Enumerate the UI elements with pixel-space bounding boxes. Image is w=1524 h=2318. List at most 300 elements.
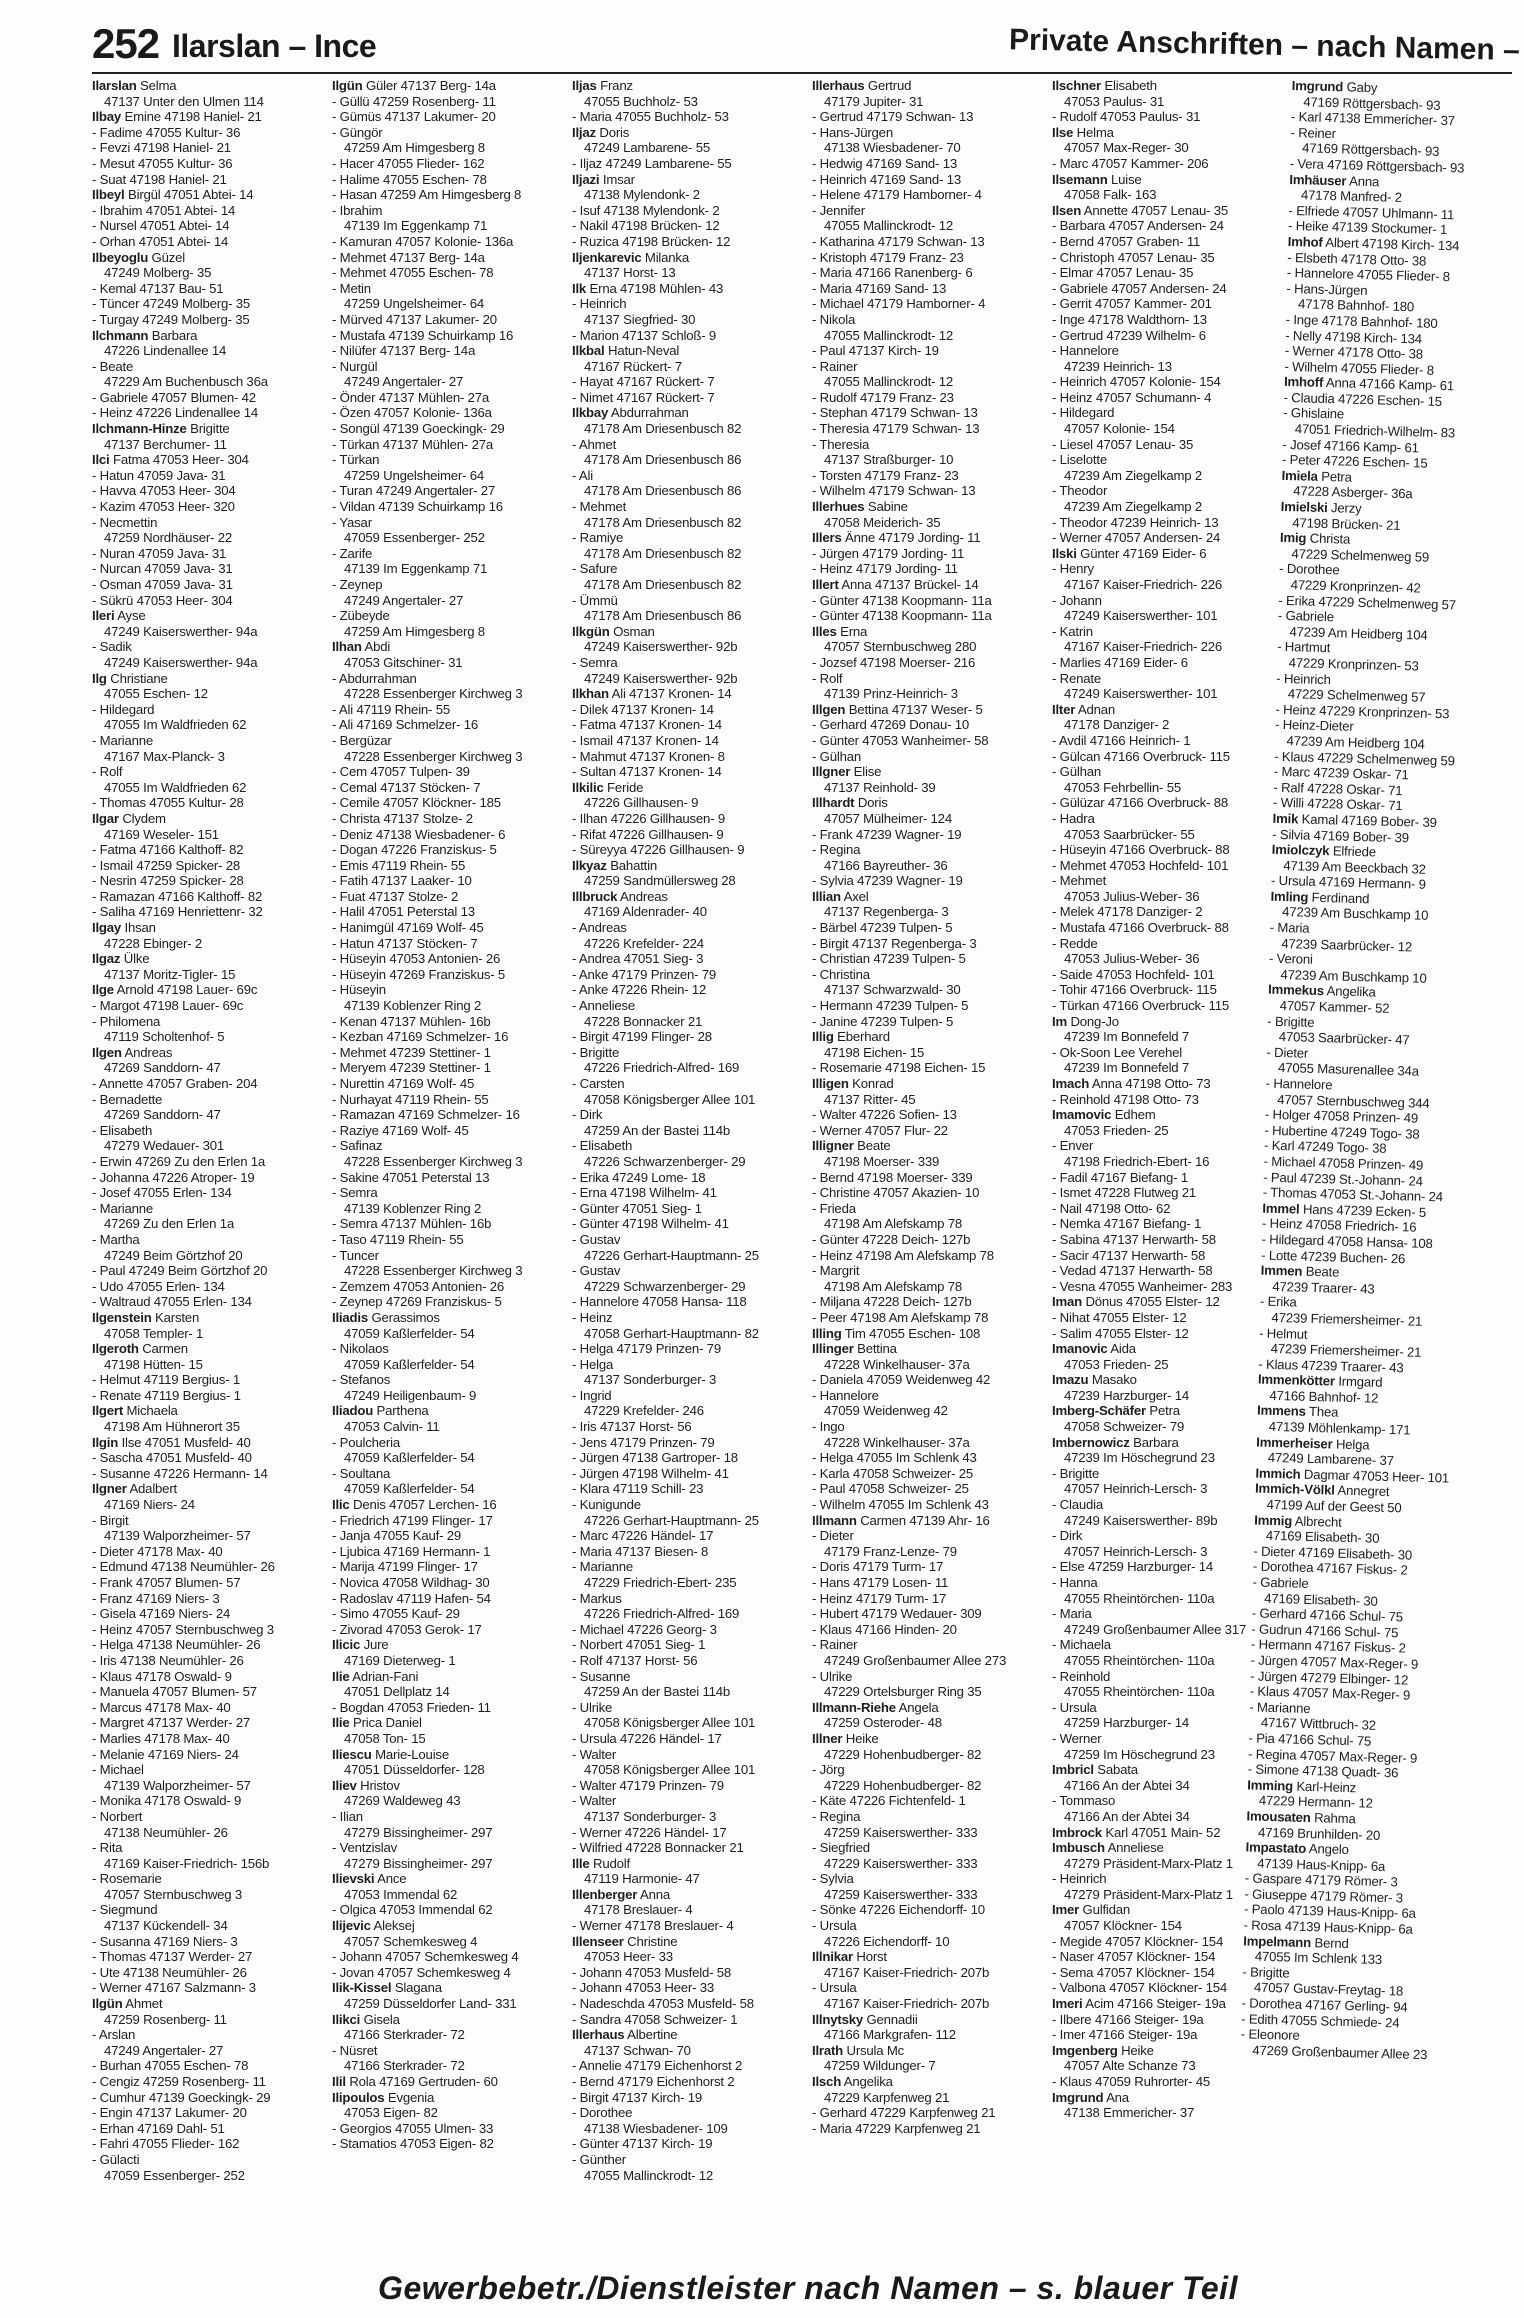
- surname: Iliev: [332, 1777, 357, 1793]
- listing-entry: - Walter 47179 Prinzen- 79: [572, 1777, 724, 1793]
- listing-entry: - Ulrike: [812, 1668, 853, 1684]
- listing-entry: - Turgay 47249 Molberg- 35: [92, 311, 250, 327]
- listing-entry: Iman Dönus 47055 Elster- 12: [1052, 1294, 1220, 1310]
- listing-entry: 47198 Eichen- 15: [824, 1044, 925, 1060]
- listing-entry: - Avdil 47166 Heinrich- 1: [1052, 732, 1191, 748]
- listing-entry: Imberg-Schäfer Petra: [1052, 1403, 1180, 1419]
- listing-entry: - Karl 47138 Emmericher- 37: [1290, 109, 1456, 129]
- listing-entry: Ilik-Kissel Slagana: [332, 1980, 442, 1996]
- listing-entry: 47228 Asberger- 36a: [1292, 483, 1413, 502]
- listing-entry: 47239 Friemersheimer- 21: [1271, 1309, 1423, 1329]
- listing-entry: - Sylvia: [812, 1871, 854, 1887]
- listing-entry: 47166 Bayreuther- 36: [824, 857, 948, 873]
- listing-entry: - Dieter: [1266, 1044, 1309, 1061]
- listing-entry: - Hannelore: [1052, 343, 1119, 359]
- listing-entry: - Soultana: [332, 1465, 391, 1481]
- listing-entry: - Lotte 47239 Buchen- 26: [1260, 1247, 1406, 1266]
- listing-entry: - Ismail 47259 Spicker- 28: [92, 857, 240, 873]
- listing-entry: - Hannelore 47055 Flieder- 8: [1286, 265, 1451, 285]
- page-number: 252: [92, 20, 160, 67]
- listing-entry: 47119 Harmonie- 47: [584, 1871, 700, 1887]
- listing-entry: 47259 Harzburger- 14: [1064, 1715, 1190, 1731]
- listing-entry: 47179 Jupiter- 31: [824, 93, 924, 109]
- listing-entry: - Werner 47057 Andersen- 24: [1052, 530, 1221, 546]
- listing-entry: - Renate: [1052, 670, 1101, 686]
- listing-entry: 47059 Kaßlerfelder- 54: [344, 1481, 475, 1497]
- listing-entry: - Nurettin 47169 Wolf- 45: [332, 1076, 475, 1091]
- listing-entry: - Hacer 47055 Flieder- 162: [332, 155, 485, 171]
- listing-entry: - Josef 47166 Kamp- 61: [1282, 436, 1419, 456]
- listing-entry: - Waltraud 47055 Erlen- 134: [92, 1294, 252, 1310]
- listing-entry: - Hanimgül 47169 Wolf- 45: [332, 920, 484, 936]
- listing-entry: - Mürved 47137 Lakumer- 20: [332, 311, 497, 327]
- listing-entry: - Dirk: [572, 1107, 603, 1123]
- listing-entry: 47137 Horst- 13: [584, 265, 676, 281]
- listing-entry: - Poulcheria: [332, 1434, 400, 1450]
- listing-entry: Ilgner Adalbert: [92, 1481, 177, 1497]
- listing-entry: - Nurgül: [332, 358, 378, 374]
- listing-entry: Illgen Bettina 47137 Weser- 5: [812, 701, 983, 717]
- listing-entry: - Thomas 47053 St.-Johann- 24: [1262, 1184, 1444, 1205]
- listing-entry: - Hannelore: [1265, 1075, 1333, 1093]
- listing-entry: - Kunigunde: [572, 1497, 641, 1513]
- listing-entry: 47259 An der Bastei 114b: [584, 1122, 730, 1138]
- listing-entry: - Sultan 47137 Kronen- 14: [572, 764, 722, 780]
- listing-entry: - Michael: [92, 1762, 144, 1778]
- surname: Imgrund: [1052, 2089, 1104, 2105]
- listing-entry: 47169 Niers- 24: [104, 1497, 195, 1513]
- listing-entry: - Heinrich: [572, 296, 627, 312]
- listing-entry: - Gülhan: [1052, 764, 1101, 780]
- listing-entry: 47057 Kolonie- 154: [1064, 421, 1175, 437]
- listing-entry: 47169 Elisabeth- 30: [1264, 1590, 1378, 1609]
- listing-entry: - Ilbere 47166 Steiger- 19a: [1052, 2011, 1204, 2027]
- listing-entry: - Stefanos: [332, 1372, 391, 1388]
- listing-entry: Ilk Erna 47198 Mühlen- 43: [572, 280, 724, 296]
- column-2: [332, 78, 564, 2258]
- listing-entry: Ilkhan Ali 47137 Kronen- 14: [572, 686, 732, 702]
- listing-entry: - Christa 47137 Stolze- 2: [332, 810, 473, 826]
- listing-entry: - Inge 47178 Waldthorn- 13: [1052, 311, 1207, 327]
- listing-entry: - Erika: [1259, 1293, 1297, 1310]
- listing-entry: - Gülhan: [812, 748, 861, 764]
- listing-entry: - Semra: [572, 654, 618, 670]
- listing-entry: - Claudia: [1052, 1497, 1103, 1513]
- listing-entry: - Helga 47179 Prinzen- 79: [572, 1341, 721, 1357]
- listing-entry: - Gustav: [572, 1263, 621, 1279]
- listing-entry: Illmann-Riehe Angela: [812, 1699, 939, 1715]
- listing-entry: - Regina 47057 Max-Reger- 9: [1247, 1745, 1418, 1766]
- surname: Ilkhan: [572, 686, 609, 702]
- surname: Ilchmann-Hinze: [92, 421, 187, 437]
- listing-entry: - Frank 47239 Wagner- 19: [812, 826, 962, 842]
- listing-entry: 47139 Koblenzer Ring 2: [344, 998, 482, 1014]
- listing-entry: - Jürgen 47057 Max-Reger- 9: [1250, 1652, 1419, 1672]
- listing-entry: 47239 Im Bonnefeld 7: [1064, 1029, 1190, 1045]
- listing-entry: Ilci Fatma 47053 Heer- 304: [92, 452, 249, 468]
- listing-entry: - Klaus 47239 Traarer- 43: [1258, 1356, 1404, 1376]
- surname: Imhoff: [1283, 374, 1324, 391]
- listing-entry: - Özen 47057 Kolonie- 136a: [332, 405, 492, 421]
- listing-entry: - Iris 47138 Neumühler- 26: [92, 1652, 244, 1668]
- listing-entry: 47167 Kaiser-Friedrich- 226: [1064, 639, 1223, 655]
- surname: Ilgin: [92, 1434, 119, 1450]
- listing-entry: Imik Kamal 47169 Bober- 39: [1272, 810, 1437, 830]
- surname: Illner: [812, 1730, 843, 1746]
- listing-entry: Illigner Beate: [812, 1138, 891, 1154]
- listing-entry: - Nakil 47198 Brücken- 12: [572, 218, 720, 234]
- listing-entry: 47249 Lambarene- 37: [1267, 1450, 1395, 1469]
- listing-entry: 47178 Am Driesenbusch 86: [584, 483, 742, 499]
- listing-entry: 47058 Falk- 163: [1064, 187, 1157, 203]
- listing-entry: 47228 Essenberger Kirchweg 3: [344, 748, 523, 764]
- surname: Illnikar: [812, 1949, 853, 1965]
- listing-entry: 47229 Am Buchenbusch 36a: [104, 374, 268, 390]
- listing-entry: Iljazi Imsar: [572, 171, 635, 187]
- listing-entry: - Sakine 47051 Peterstal 13: [332, 1169, 490, 1185]
- listing-entry: - Türkan 47137 Mühlen- 27a: [332, 436, 493, 452]
- listing-entry: Ilkilic Feride: [572, 779, 644, 795]
- listing-entry: - Michaela: [1052, 1637, 1111, 1653]
- listing-entry: - Hatun 47059 Java- 31: [92, 467, 226, 483]
- listing-entry: 47139 Koblenzer Ring 2: [344, 1200, 482, 1216]
- surname: Ilil: [332, 2074, 346, 2089]
- surname: Illerhaus: [572, 2027, 625, 2043]
- listing-entry: - Fuat 47137 Stolze- 2: [332, 888, 459, 904]
- listing-entry: - Raziye 47169 Wolf- 45: [332, 1122, 469, 1138]
- listing-entry: - Ursula: [812, 1980, 857, 1996]
- listing-entry: - Gabriele: [1277, 608, 1335, 625]
- listing-entry: - Marc 47057 Kammer- 206: [1052, 155, 1209, 171]
- listing-entry: - Türkan: [332, 452, 380, 468]
- listing-entry: Ilipoulos Evgenia: [332, 2089, 435, 2105]
- listing-entry: - Walter: [572, 1793, 617, 1809]
- surname: Illmann: [812, 1512, 857, 1528]
- listing-entry: - Tuncer: [332, 1247, 379, 1263]
- surname: Ilrath: [812, 2042, 844, 2058]
- listing-entry: - Stamatios 47053 Eigen- 82: [332, 2136, 494, 2152]
- listing-entry: - Kristoph 47179 Franz- 23: [812, 249, 964, 265]
- listing-entry: - Martha: [92, 1231, 140, 1247]
- listing-entry: Ilgeroth Carmen: [92, 1341, 188, 1357]
- listing-entry: 47178 Bahnhof- 180: [1297, 296, 1415, 315]
- listing-entry: - Nurcan 47059 Java- 31: [92, 561, 233, 577]
- listing-entry: - Havva 47053 Heer- 304: [92, 483, 236, 499]
- listing-entry: - Melanie 47169 Niers- 24: [92, 1746, 239, 1762]
- listing-entry: Ilkyaz Bahattin: [572, 857, 657, 873]
- listing-entry: - Iris 47137 Horst- 56: [572, 1419, 692, 1435]
- listing-entry: - Nuran 47059 Java- 31: [92, 545, 227, 561]
- listing-entry: - Nurhayat 47119 Rhein- 55: [332, 1091, 489, 1107]
- listing-entry: - Wilfried 47228 Bonnacker 21: [572, 1840, 744, 1856]
- listing-entry: Ilbay Emine 47198 Haniel- 21: [92, 109, 262, 125]
- listing-entry: 47053 Immendal 62: [344, 1886, 458, 1902]
- listing-entry: 47057 Klöckner- 154: [1064, 1918, 1182, 1934]
- listing-entry: 47226 Schwarzenberger- 29: [584, 1153, 746, 1169]
- listing-entry: - Ok-Soon Lee Verehel: [1052, 1044, 1182, 1060]
- listing-entry: - Heinz 47226 Lindenallee 14: [92, 405, 258, 421]
- listing-entry: - Birgit: [92, 1512, 129, 1528]
- listing-entry: - Markus: [572, 1590, 622, 1606]
- listing-entry: Ilsch Angelika: [812, 2074, 893, 2089]
- listing-entry: - Redde: [1052, 935, 1098, 951]
- listing-entry: 47138 Emmericher- 37: [1064, 2105, 1195, 2121]
- listing-entry: 47058 Königsberger Allee 101: [584, 1715, 756, 1731]
- listing-entry: Impelmann Bernd: [1243, 1933, 1349, 1951]
- listing-entry: - Ibrahim: [332, 202, 383, 218]
- listing-entry: - Renate 47119 Bergius- 1: [92, 1387, 241, 1403]
- listing-entry: - Saliha 47169 Henriettenr- 32: [92, 904, 263, 920]
- listing-entry: - Karl 47249 Togo- 38: [1263, 1138, 1387, 1157]
- listing-entry: - Klaus 47059 Ruhrorter- 45: [1052, 2074, 1211, 2089]
- listing-entry: 47239 Harzburger- 14: [1064, 1387, 1190, 1403]
- listing-entry: - Naser 47057 Klöckner- 154: [1052, 1949, 1216, 1965]
- listing-entry: Ilschner Elisabeth: [1052, 78, 1157, 93]
- listing-entry: 47138 Mylendonk- 2: [584, 187, 700, 203]
- surname: Imbusch: [1052, 1840, 1105, 1856]
- listing-entry: - Liselotte: [1052, 452, 1107, 468]
- listing-entry: - Marcus 47178 Max- 40: [92, 1699, 231, 1715]
- listing-entry: 47229 Schwarzenberger- 29: [584, 1278, 746, 1294]
- listing-entry: - Thomas 47137 Werder- 27: [92, 1949, 253, 1965]
- listing-entry: Iliev Hristov: [332, 1777, 400, 1793]
- listing-entry: - Marlies 47178 Max- 40: [92, 1730, 230, 1746]
- listing-entry: - Paul 47058 Schweizer- 25: [812, 1481, 969, 1497]
- listing-entry: - Gabriele 47057 Andersen- 24: [1052, 280, 1227, 296]
- listing-entry: - Dorothea 47167 Fiskus- 2: [1252, 1558, 1408, 1578]
- listing-entry: - Hayat 47167 Rückert- 7: [572, 374, 715, 390]
- listing-entry: Ilgün Güler 47137 Berg- 14a: [332, 78, 496, 93]
- listing-entry: - Walter 47226 Sofien- 13: [812, 1107, 957, 1123]
- listing-entry: - Katrin: [1052, 623, 1093, 639]
- listing-entry: - Bernadette: [92, 1091, 163, 1107]
- listing-entry: - Paolo 47139 Haus-Knipp- 6a: [1243, 1901, 1417, 1922]
- listing-entry: - Sadik: [92, 639, 132, 655]
- surname: Ilgün: [332, 78, 363, 93]
- listing-entry: 47055 Mallinckrodt- 12: [824, 327, 954, 343]
- listing-entry: 47167 Max-Planck- 3: [104, 748, 225, 764]
- surname: Ilgeroth: [92, 1341, 139, 1357]
- surname: Illenseer: [572, 1933, 624, 1949]
- listing-entry: 47178 Am Driesenbusch 86: [584, 452, 742, 468]
- listing-entry: 47259 Nordhäuser- 22: [104, 530, 232, 546]
- listing-entry: - Necmettin: [92, 514, 158, 530]
- listing-entry: - Bernd 47057 Graben- 11: [1052, 233, 1201, 249]
- listing-entry: 47055 Mallinckrodt- 12: [824, 374, 954, 390]
- listing-entry: Imbernowicz Barbara: [1052, 1434, 1179, 1450]
- listing-entry: 47228 Essenberger Kirchweg 3: [344, 1263, 523, 1279]
- listing-entry: - Hanna: [1052, 1575, 1098, 1590]
- listing-entry: - Hannelore: [812, 1387, 879, 1403]
- listing-entry: Ileri Ayse: [92, 608, 146, 624]
- listing-entry: 47239 Am Ziegelkamp 2: [1064, 467, 1203, 483]
- listing-entry: - Nilüfer 47137 Berg- 14a: [332, 343, 476, 359]
- listing-entry: - Josef 47055 Erlen- 134: [92, 1185, 232, 1201]
- listing-entry: - Käte 47226 Fichtenfeld- 1: [812, 1793, 966, 1809]
- listing-entry: - Rolf 47137 Horst- 56: [572, 1652, 698, 1668]
- listing-entry: - Safinaz: [332, 1138, 383, 1154]
- listing-entry: - Radoslav 47119 Hafen- 54: [332, 1590, 491, 1606]
- listing-entry: - Theresia: [812, 436, 870, 452]
- listing-entry: 47055 Buchholz- 53: [584, 93, 698, 109]
- surname: Ilhan: [332, 639, 362, 655]
- listing-entry: 47166 Markgrafen- 112: [824, 2027, 956, 2043]
- surname: Imiela: [1281, 467, 1318, 484]
- listing-entry: 47229 Hermann- 12: [1258, 1793, 1373, 1812]
- listing-entry: - Hildegard: [92, 701, 155, 717]
- listing-entry: 47259 Kaiserswerther- 333: [824, 1886, 978, 1902]
- listing-entry: 47058 Königsberger Allee 101: [584, 1762, 756, 1778]
- listing-entry: - Hans-Jürgen: [1286, 280, 1368, 298]
- listing-entry: - Saide 47053 Hochfeld- 101: [1052, 966, 1215, 982]
- listing-entry: - Ali 47119 Rhein- 55: [332, 701, 450, 717]
- column-4: [812, 78, 1044, 2258]
- listing-entry: - Heinz 47179 Turm- 17: [812, 1590, 947, 1606]
- listing-entry: - Reinhold 47198 Otto- 73: [1052, 1091, 1199, 1107]
- listing-entry: - Edith 47055 Schmiede- 24: [1240, 2010, 1400, 2031]
- listing-entry: - Mustafa 47139 Schuirkamp 16: [332, 327, 514, 343]
- listing-entry: - Melek 47178 Danziger- 2: [1052, 904, 1203, 920]
- listing-entry: - Liesel 47057 Lenau- 35: [1052, 436, 1194, 452]
- listing-entry: - Günter 47051 Sieg- 1: [572, 1200, 702, 1216]
- listing-entry: - Annette 47057 Graben- 204: [92, 1076, 258, 1091]
- surname: Imgrund: [1291, 78, 1344, 95]
- listing-entry: - Maria: [1052, 1606, 1092, 1622]
- listing-entry: 47178 Breslauer- 4: [584, 1902, 693, 1918]
- listing-entry: 47178 Am Driesenbusch 82: [584, 421, 742, 437]
- surname: Immen: [1260, 1262, 1303, 1279]
- listing-entry: - Janja 47055 Kauf- 29: [332, 1528, 462, 1544]
- listing-entry: - Vildan 47139 Schuirkamp 16: [332, 499, 503, 515]
- surname: Ilgen: [92, 1044, 122, 1060]
- listing-entry: - Henry: [1052, 561, 1094, 577]
- listing-entry: - Nimet 47167 Rückert- 7: [572, 389, 715, 405]
- listing-entry: - Türkan 47166 Overbruck- 115: [1052, 998, 1229, 1014]
- listing-entry: - Enver: [1052, 1138, 1094, 1154]
- listing-entry: Illenberger Anna: [572, 1886, 670, 1902]
- listing-entry: 47228 Ebinger- 2: [104, 935, 202, 951]
- listing-entry: Ilikci Gisela: [332, 2011, 400, 2027]
- listing-entry: 47178 Manfred- 2: [1300, 187, 1403, 206]
- listing-entry: - Rolf: [812, 670, 843, 686]
- listing-entry: 47055 Rheintörchen- 110a: [1064, 1684, 1215, 1700]
- listing-entry: - Annelie 47179 Eichenhorst 2: [572, 2058, 743, 2074]
- listing-entry: 47249 Angertaler- 27: [344, 592, 464, 608]
- listing-entry: - Helmut 47119 Bergius- 1: [92, 1372, 240, 1388]
- surname: Ilchmann: [92, 327, 149, 343]
- listing-entry: - Gabriele: [1252, 1574, 1309, 1591]
- listing-entry: 47139 Möhlenkamp- 171: [1268, 1418, 1411, 1438]
- listing-entry: 47249 Angertaler- 27: [104, 2042, 224, 2058]
- surname: Illhardt: [812, 795, 855, 811]
- listing-entry: 47167 Kaiser-Friedrich- 207b: [824, 1996, 990, 2012]
- listing-entry: - Elmar 47057 Lenau- 35: [1052, 265, 1194, 281]
- listing-entry: 47226 Krefelder- 224: [584, 935, 704, 951]
- listing-entry: Immekus Angelika: [1267, 982, 1376, 1000]
- surname: Illian: [812, 888, 841, 904]
- listing-entry: - Mustafa 47166 Overbruck- 88: [1052, 920, 1229, 936]
- listing-entry: - Mahmut 47137 Kronen- 8: [572, 748, 725, 764]
- listing-entry: - Dieter 47178 Max- 40: [92, 1543, 223, 1559]
- listing-entry: 47053 Saarbrücker- 47: [1278, 1029, 1410, 1048]
- listing-entry: Illenseer Christine: [572, 1933, 678, 1949]
- surname: Illigner: [812, 1138, 854, 1154]
- listing-entry: - Johann 47053 Heer- 33: [572, 1980, 715, 1996]
- listing-entry: - Günther: [572, 2151, 626, 2167]
- listing-entry: - Hans 47179 Losen- 11: [812, 1575, 949, 1590]
- listing-entry: Imgenberg Heike: [1052, 2042, 1154, 2058]
- listing-entry: 47259 Rosenberg- 11: [104, 2011, 227, 2027]
- surname: Impelmann: [1243, 1933, 1312, 1950]
- listing-entry: - Süreyya 47226 Gillhausen- 9: [572, 842, 745, 858]
- surname: Imeri: [1052, 1996, 1083, 2012]
- listing-entry: - Gabriele 47057 Blumen- 42: [92, 389, 256, 405]
- listing-entry: - Paul 47137 Kirch- 19: [812, 343, 939, 359]
- listing-entry: 47059 Kaßlerfelder- 54: [344, 1356, 475, 1372]
- listing-entry: - Gülcan 47166 Overbruck- 115: [1052, 748, 1230, 764]
- surname: Ilgay: [92, 920, 122, 936]
- listing-entry: 47137 Straßburger- 10: [824, 452, 954, 468]
- surname: Ilievski: [332, 1871, 375, 1887]
- listing-entry: - Gerhard 47229 Karpfenweg 21: [812, 2105, 996, 2121]
- listing-entry: 47249 Kaiserswerther- 101: [1064, 686, 1218, 702]
- listing-entry: 47249 Kaiserswerther- 94a: [104, 623, 258, 639]
- listing-entry: 47059 Essenberger- 252: [104, 2167, 245, 2183]
- listing-entry: 47239 Im Höschegrund 23: [1064, 1450, 1215, 1466]
- listing-entry: 47259 Wildunger- 7: [824, 2058, 936, 2074]
- listing-entry: - Jürgen 47198 Wilhelm- 41: [572, 1465, 729, 1481]
- listing-entry: - Novica 47058 Wildhag- 30: [332, 1575, 490, 1590]
- listing-entry: - Fevzi 47198 Haniel- 21: [92, 140, 231, 156]
- listing-entry: Illgner Elise: [812, 764, 882, 780]
- listing-entry: - Semra: [332, 1185, 378, 1201]
- listing-entry: - Jürgen 47138 Gartroper- 18: [572, 1450, 738, 1466]
- listing-entry: Imhof Albert 47198 Kirch- 134: [1287, 233, 1460, 254]
- listing-entry: - Sönke 47226 Eichendorff- 10: [812, 1902, 985, 1918]
- listing-entry: 47137 Schwarzwald- 30: [824, 982, 961, 998]
- listing-entry: - Sylvia 47239 Wagner- 19: [812, 873, 963, 889]
- listing-entry: - Bergüzar: [332, 732, 392, 748]
- listing-entry: - Heinz 47057 Sternbuschweg 3: [92, 1621, 274, 1637]
- listing-entry: - Arslan: [92, 2027, 136, 2043]
- listing-entry: 47198 Brücken- 21: [1292, 514, 1401, 533]
- listing-entry: - Andrea 47051 Sieg- 3: [572, 951, 704, 967]
- listing-entry: 47259 Ungelsheimer- 64: [344, 467, 485, 483]
- listing-entry: - Klaus 47178 Oswald- 9: [92, 1668, 232, 1684]
- listing-entry: - Janine 47239 Tulpen- 5: [812, 1013, 954, 1029]
- listing-entry: - Günter 47198 Wilhelm- 41: [572, 1216, 729, 1232]
- listing-entry: 47229 Hohenbudberger- 82: [824, 1746, 982, 1762]
- listing-entry: - Ahmet: [572, 436, 617, 452]
- listing-entry: Im Dong-Jo: [1052, 1013, 1119, 1029]
- listing-entry: - Ilhan 47226 Gillhausen- 9: [572, 810, 725, 826]
- listing-entry: - Mehmet: [572, 499, 627, 515]
- surname: Ilkgün: [572, 623, 610, 639]
- listing-entry: - Hüseyin 47053 Antonien- 26: [332, 951, 501, 967]
- listing-entry: - Erhan 47169 Dahl- 51: [92, 2120, 225, 2136]
- listing-entry: - Sabina 47137 Herwarth- 58: [1052, 1231, 1216, 1247]
- listing-entry: 47137 Siegfried- 30: [584, 311, 696, 327]
- listing-entry: - Tommaso: [1052, 1793, 1116, 1809]
- listing-entry: - Eleonore: [1240, 2026, 1300, 2044]
- listing-entry: 47053 Julius-Weber- 36: [1064, 888, 1200, 904]
- listing-entry: 47057 Heinrich-Lersch- 3: [1064, 1543, 1208, 1559]
- surname: Ilik-Kissel: [332, 1980, 392, 1996]
- listing-entry: 47229 Hohenbudberger- 82: [824, 1777, 982, 1793]
- listing-entry: 47053 Julius-Weber- 36: [1064, 951, 1200, 967]
- listing-entry: - Dorothea 47167 Gerling- 94: [1241, 1995, 1408, 2015]
- listing-entry: - Ruzica 47198 Brücken- 12: [572, 233, 731, 249]
